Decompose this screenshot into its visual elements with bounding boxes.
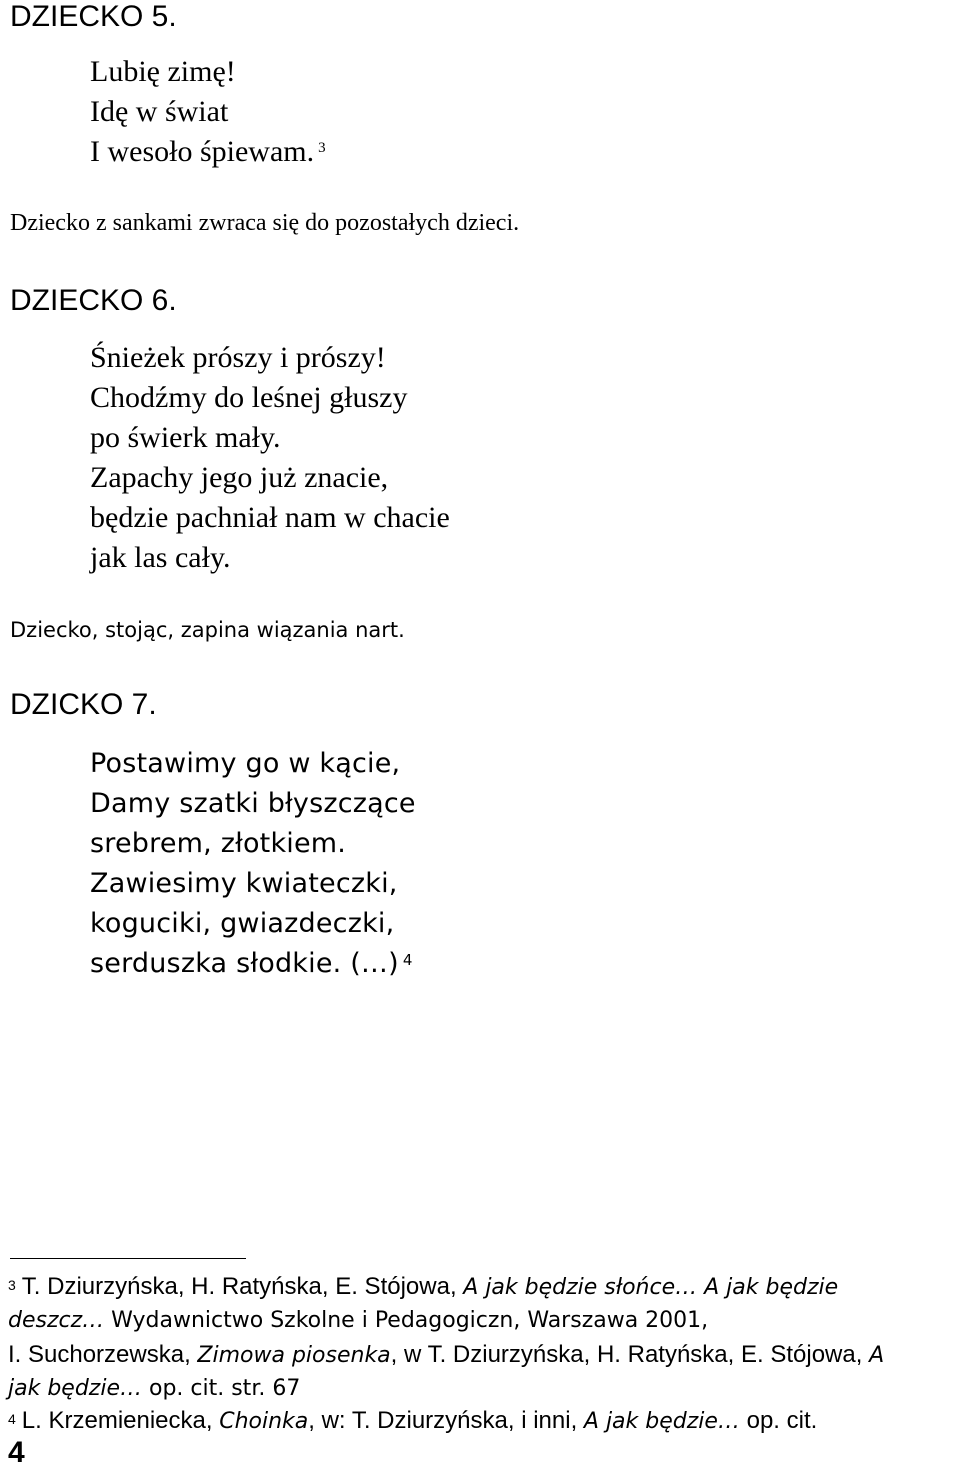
footnote-mark: 4 [8, 1411, 16, 1427]
footnote-ref-4: 4 [402, 951, 413, 969]
verse-line: Lubię zimę! [90, 55, 236, 88]
verse-line: srebrem, złotkiem. [90, 828, 347, 859]
verse-line: koguciki, gwiazdeczki, [90, 908, 395, 939]
footnote-ref-3: 3 [318, 140, 326, 156]
verse-line: po świerk mały. [90, 421, 281, 454]
footnote-3-line-3: I. Suchorzewska, Zimowa piosenka, w T. Dziurzyńska, H. Ratyńska, E. Stójowa, A [8, 1341, 885, 1368]
speaker-dziecko-7: DZICKO 7. [10, 688, 157, 721]
footnote-3-line-4: jak będzie… op. cit. str. 67 [8, 1376, 301, 1401]
verse-line: Damy szatki błyszczące [90, 788, 416, 819]
page-number: 4 [8, 1436, 25, 1469]
verse-line: Zawiesimy kwiateczki, [90, 868, 398, 899]
stage-direction: Dziecko, stojąc, zapina wiązania nart. [10, 618, 405, 642]
verse-line: serduszka słodkie. (…) $^4$ [90, 948, 413, 979]
stage-direction: Dziecko z sankami zwraca się do pozostałych dzieci. [10, 210, 520, 236]
footnote-3-line-2: deszcz… Wydawnictwo Szkolne i Pedagogiczn, Warszawa 2001, [8, 1308, 709, 1333]
verse-line: jak las cały. [90, 541, 231, 574]
verse-line: I wesoło śpiewam. $^3$ [90, 135, 326, 168]
verse-line: będzie pachniał nam w chacie [90, 501, 450, 534]
verse-line: Śnieżek prószy i prószy! [90, 341, 386, 374]
verse-line: Chodźmy do leśnej głuszy [90, 381, 408, 414]
verse-line: Zapachy jego już znacie, [90, 461, 389, 494]
speaker-dziecko-6: DZIECKO 6. [10, 284, 177, 317]
footnote-4: $^4$ L. Krzemieniecka, Choinka, w: T. Dziurzyńska, i inni, A jak będzie… op. cit. [8, 1407, 818, 1434]
footnote-3-line-1: $^3$ T. Dziurzyńska, H. Ratyńska, E. Stójowa, A jak będzie słońce… A jak będzie [8, 1273, 839, 1300]
footnote-separator [10, 1258, 246, 1259]
verse-line: Idę w świat [90, 95, 229, 128]
footnote-mark: 3 [8, 1277, 16, 1293]
speaker-dziecko-5: DZIECKO 5. [10, 0, 177, 33]
verse-line: Postawimy go w kącie, [90, 748, 401, 779]
